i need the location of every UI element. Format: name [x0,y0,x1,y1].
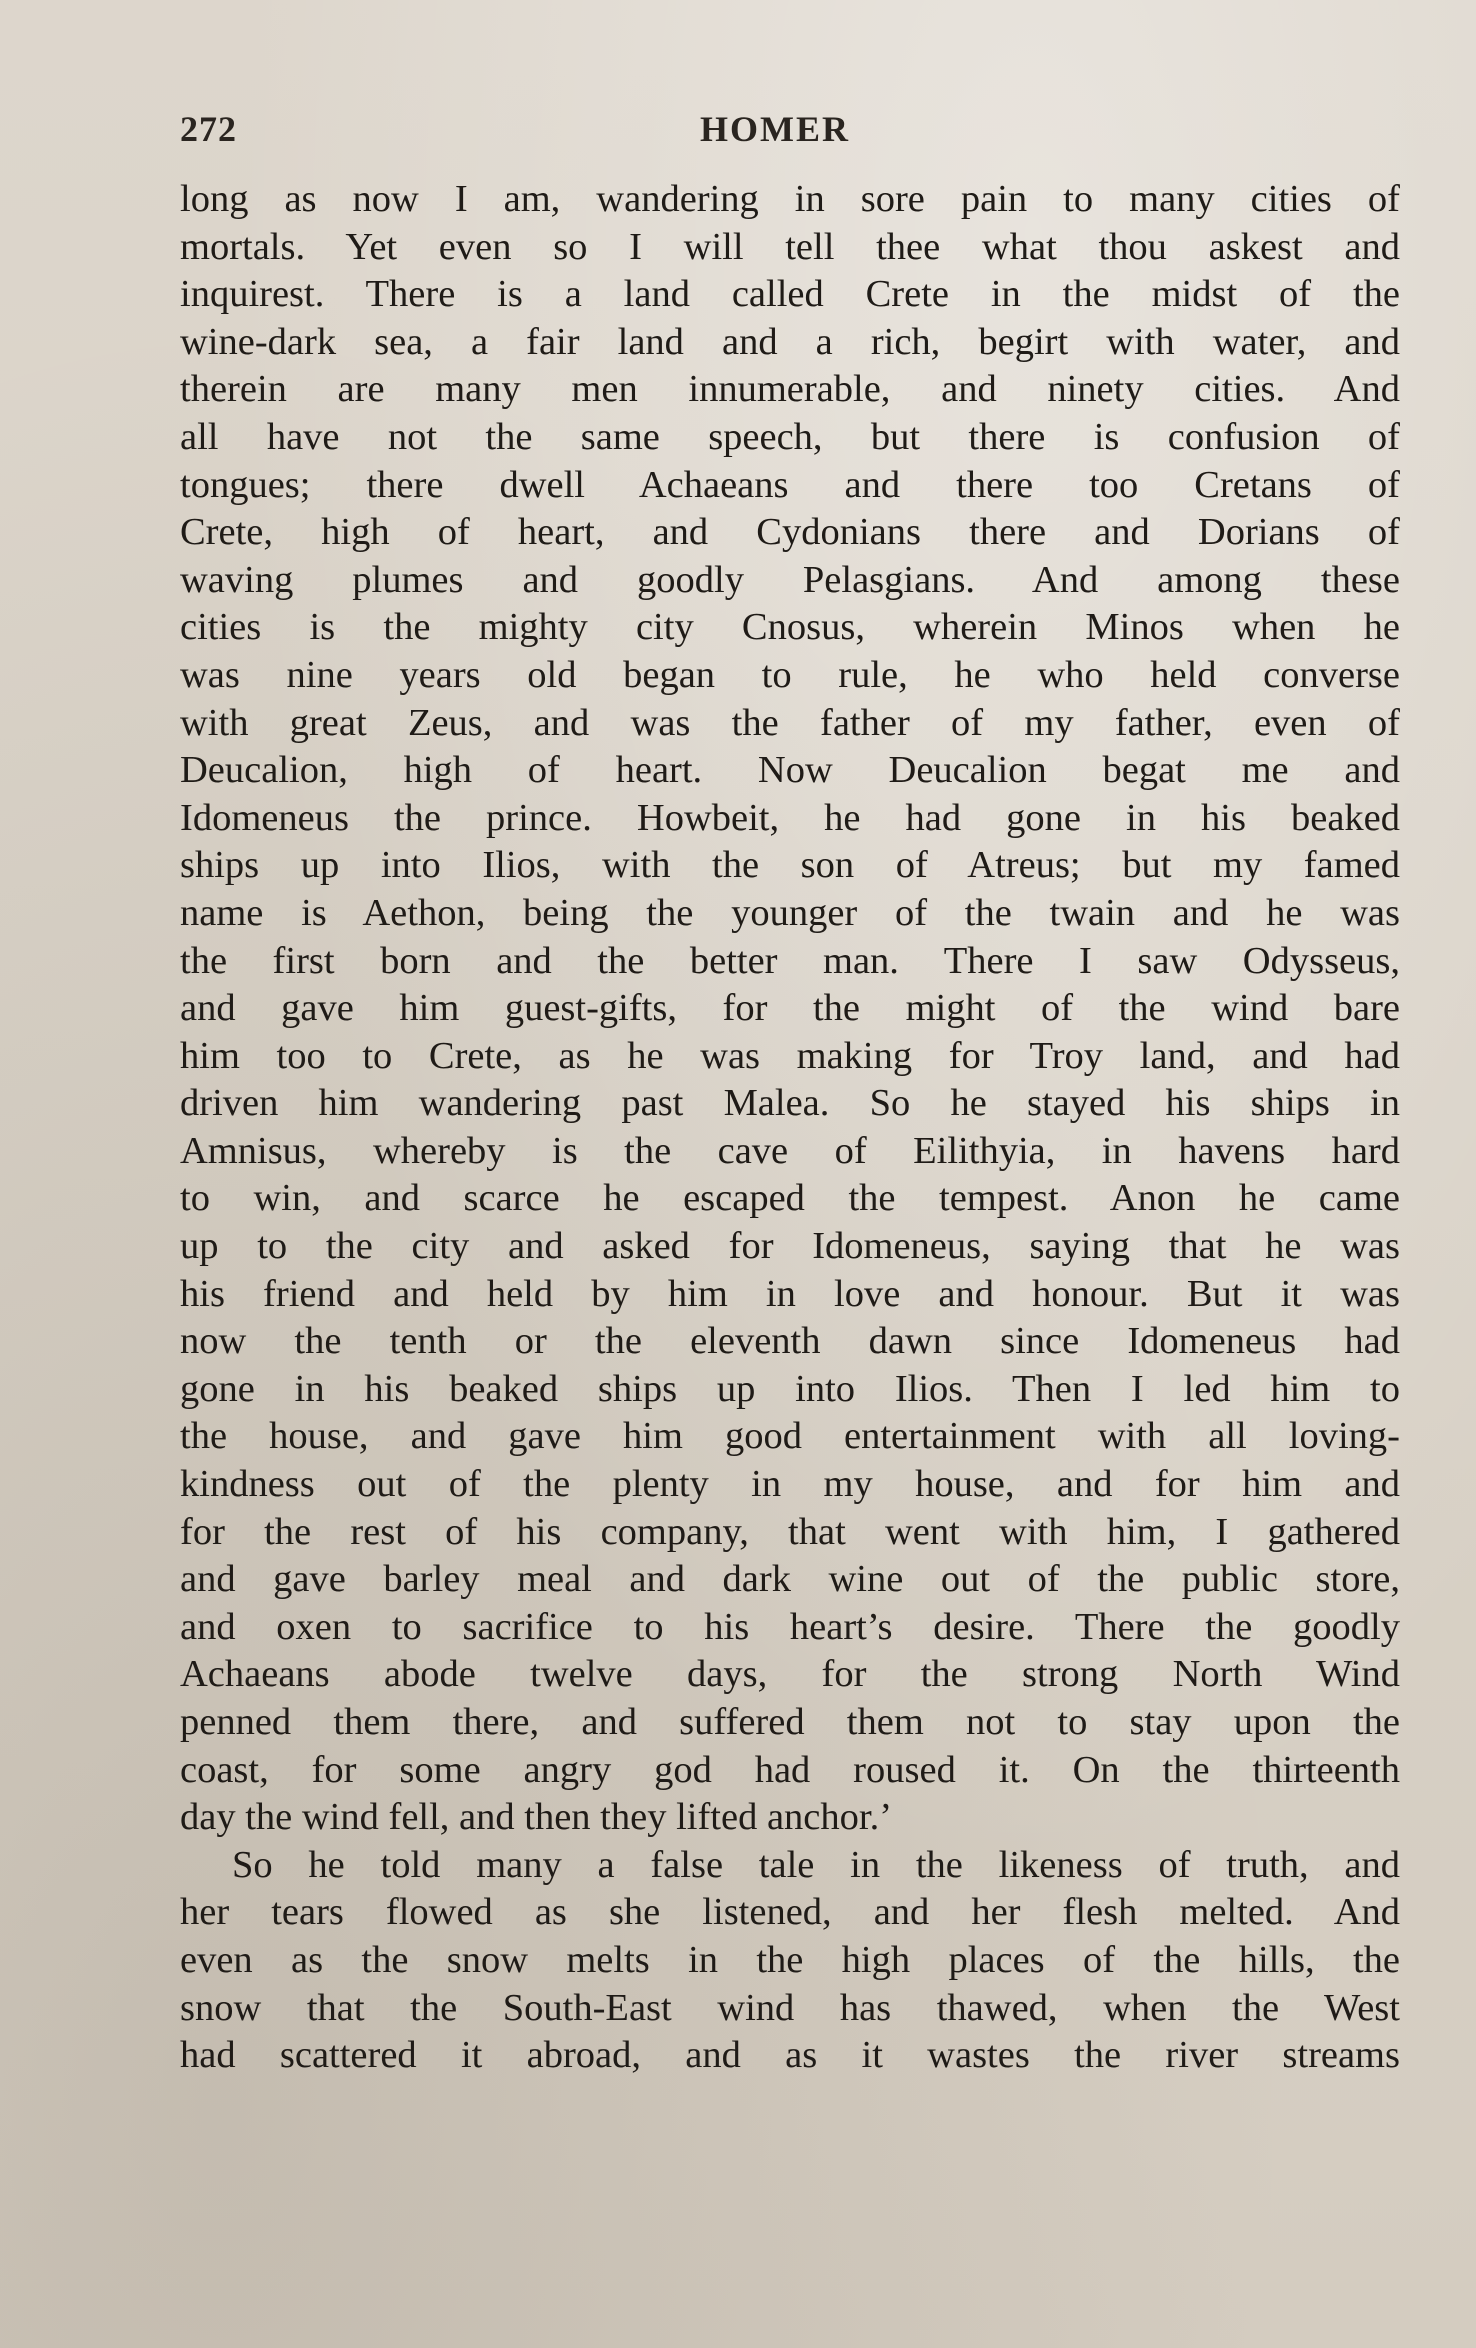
text-line: driven him wandering past Malea. So he stayed his ships in [180,1082,1400,1125]
text-line: tongues; there dwell Achaeans and there too Cretans of [180,463,1400,506]
text-line: all have not the same speech, but there is confusion of [180,415,1400,458]
text-line: Idomeneus the prince. Howbeit, he had gone in his beaked [180,796,1400,839]
text-line: with great Zeus, and was the father of my father, even of [180,701,1400,744]
text-line: him too to Crete, as he was making for Troy land, and had [180,1034,1400,1077]
text-line: therein are many men innumerable, and ninety cities. And [180,368,1400,411]
paragraph-1 [180,176,1400,1842]
text-line: his friend and held by him in love and honour. But it was [180,1272,1400,1315]
page-number: 272 [180,109,237,149]
text-line: Amnisus, whereby is the cave of Eilithyia, in havens hard [180,1129,1400,1172]
body-text [180,176,1400,2080]
text-line: mortals. Yet even so I will tell thee what thou askest and [180,225,1400,268]
text-line: ships up into Ilios, with the son of Atreus; but my famed [180,844,1400,887]
text-line: up to the city and asked for Idomeneus, saying that he was [180,1225,1400,1268]
text-line: cities is the mighty city Cnosus, wherein Minos when he [180,606,1400,649]
text-line: and oxen to sacrifice to his heart’s desire. There the goodly [180,1605,1400,1648]
text-line: inquirest. There is a land called Crete in the midst of the [180,273,1400,316]
text-line: her tears flowed as she listened, and her flesh melted. And [180,1891,1400,1934]
text-line: now the tenth or the eleventh dawn since Idomeneus had [180,1320,1400,1363]
text-line: kindness out of the plenty in my house, and for him and [180,1463,1400,1506]
text-line: wine-dark sea, a fair land and a rich, begirt with water, and [180,320,1400,363]
text-line: snow that the South-East wind has thawed, when the West [180,1986,1400,2029]
text-line: the house, and gave him good entertainment with all loving- [180,1415,1400,1458]
text-line: Deucalion, high of heart. Now Deucalion begat me and [180,749,1400,792]
text-line: waving plumes and goodly Pelasgians. And among these [180,558,1400,601]
text-line: penned them there, and suffered them not to stay upon the [180,1701,1400,1743]
text-line: had scattered it abroad, and as it wastes the river streams [180,2034,1400,2077]
text-line: So he told many a false tale in the likeness of truth, and [232,1843,1400,1886]
text-line: even as the snow melts in the high places of the hills, the [180,1938,1400,1981]
text-line: name is Aethon, being the younger of the twain and he was [180,891,1400,934]
text-line: and gave him guest-gifts, for the might of the wind bare [180,987,1400,1030]
page-header [180,108,1400,158]
text-line: to win, and scarce he escaped the tempest. Anon he came [180,1177,1400,1220]
text-line: coast, for some angry god had roused it. On the thirteenth [180,1748,1400,1791]
text-line: was nine years old began to rule, he who held converse [180,653,1400,696]
text-line: Achaeans abode twelve days, for the strong North Wind [180,1653,1400,1696]
paragraph-2 [180,1842,1400,2080]
text-line: for the rest of his company, that went with him, I gathered [180,1510,1400,1553]
text-line: Crete, high of heart, and Cydonians there and Dorians of [180,511,1400,554]
text-line: the first born and the better man. There I saw Odysseus, [180,939,1400,982]
text-line: long as now I am, wandering in sore pain to many cities of [180,178,1400,220]
running-head: HOMER [700,109,850,149]
text-line: and gave barley meal and dark wine out of the public store, [180,1558,1400,1601]
text-line: day the wind fell, and then they lifted anchor.’ [180,1796,893,1839]
text-line: gone in his beaked ships up into Ilios. Then I led him to [180,1367,1400,1410]
